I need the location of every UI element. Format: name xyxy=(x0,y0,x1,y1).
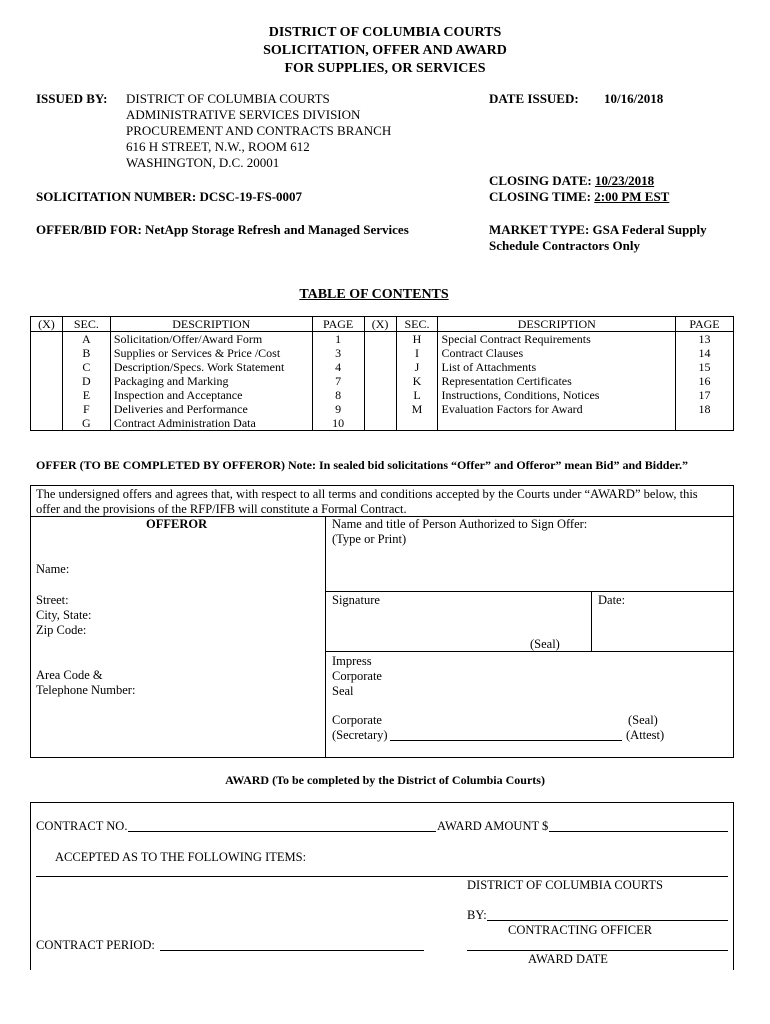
toc-header-desc1: DESCRIPTION xyxy=(110,317,312,332)
contract-no-label: CONTRACT NO. xyxy=(36,819,128,833)
issuer-line-1: DISTRICT OF COLUMBIA COURTS xyxy=(126,91,330,106)
toc-desc: Solicitation/Offer/Award Form xyxy=(110,332,312,347)
by-signature-field[interactable] xyxy=(487,920,728,921)
by-label: BY: xyxy=(467,908,487,922)
table-row xyxy=(31,374,734,388)
toc-desc: Supplies or Services & Price /Cost xyxy=(110,346,312,360)
toc-desc xyxy=(438,416,676,431)
offeror-area-code-label: Area Code & xyxy=(36,668,103,682)
toc-desc: Description/Specs. Work Statement xyxy=(110,360,312,374)
toc-page: 18 xyxy=(676,402,734,416)
authorized-signer-label: Name and title of Person Authorized to Sign Offer: xyxy=(332,517,588,531)
toc-sec: E xyxy=(62,388,110,402)
toc-desc: Contract Clauses xyxy=(438,346,676,360)
market-type-line-2: Schedule Contractors Only xyxy=(489,238,640,253)
toc-page: 1 xyxy=(312,332,364,347)
closing-date-value: 10/23/2018 xyxy=(594,173,655,188)
closing-date xyxy=(489,173,654,189)
toc-sec xyxy=(396,416,438,431)
offeror-name-label: Name: xyxy=(36,562,70,576)
toc-sec: G xyxy=(62,416,110,431)
table-row xyxy=(31,402,734,416)
document-title xyxy=(0,24,770,78)
date-field[interactable] xyxy=(592,608,733,650)
offer-note: OFFER (TO BE COMPLETED BY OFFEROR) Note: In sealed bid solicitations “Offer” and Offeror” mean Bid” and Bidder.” xyxy=(36,458,689,472)
toc-desc: Contract Administration Data xyxy=(110,416,312,431)
contract-no-field[interactable] xyxy=(128,831,436,832)
title-line-3: FOR SUPPLIES, OR SERVICES xyxy=(284,61,486,76)
award-date-label: AWARD DATE xyxy=(528,952,608,966)
corporate-seal-label: (Seal) xyxy=(628,713,658,727)
toc-desc: Deliveries and Performance xyxy=(110,402,312,416)
toc-check-cell[interactable] xyxy=(364,332,396,347)
toc-page xyxy=(676,416,734,431)
toc-check-cell[interactable] xyxy=(31,332,63,347)
accepted-items-label: ACCEPTED AS TO THE FOLLOWING ITEMS: xyxy=(55,850,307,864)
toc-check-cell[interactable] xyxy=(31,346,63,360)
signature-field[interactable] xyxy=(326,608,590,636)
toc-check-cell[interactable] xyxy=(364,402,396,416)
toc-page: 8 xyxy=(312,388,364,402)
toc-check-cell[interactable] xyxy=(364,346,396,360)
toc-header-sec2: SEC. xyxy=(396,317,438,332)
toc-page: 14 xyxy=(676,346,734,360)
issuer-line-5: WASHINGTON, D.C. 20001 xyxy=(126,155,280,170)
toc-page: 9 xyxy=(312,402,364,416)
impress-seal-label xyxy=(332,654,382,699)
toc-heading: TABLE OF CONTENTS xyxy=(299,287,449,302)
impress-line-2: Corporate xyxy=(332,669,382,683)
toc-page: 4 xyxy=(312,360,364,374)
toc-page: 16 xyxy=(676,374,734,388)
offeror-city-label: City, State: xyxy=(36,608,92,622)
toc-sec: D xyxy=(62,374,110,388)
offer-intro-line-1: The undersigned offers and agrees that, with respect to all terms and conditions accepted by the Courts under “AWARD” below, this xyxy=(36,487,698,501)
toc-check-cell[interactable] xyxy=(31,360,63,374)
issued-by-address xyxy=(126,91,391,171)
offeror-heading: OFFEROR xyxy=(146,517,208,531)
impress-line-1: Impress xyxy=(332,654,372,668)
award-amount-label: AWARD AMOUNT $ xyxy=(437,819,549,833)
toc-sec: M xyxy=(396,402,438,416)
toc-check-cell[interactable] xyxy=(31,388,63,402)
title-line-1: DISTRICT OF COLUMBIA COURTS xyxy=(268,25,502,40)
toc-page: 3 xyxy=(312,346,364,360)
toc-check-cell[interactable] xyxy=(364,388,396,402)
toc-header-sec1: SEC. xyxy=(62,317,110,332)
toc-desc: Packaging and Marking xyxy=(110,374,312,388)
toc-sec: A xyxy=(62,332,110,347)
table-row xyxy=(31,332,734,347)
toc-header-desc2: DESCRIPTION xyxy=(438,317,676,332)
offeror-zip-label: Zip Code: xyxy=(36,623,87,637)
market-type xyxy=(489,222,707,254)
toc-header-x1: (X) xyxy=(31,317,63,332)
corporate-label: Corporate xyxy=(332,713,382,727)
market-type-line-1: MARKET TYPE: GSA Federal Supply xyxy=(489,222,707,237)
toc-check-cell[interactable] xyxy=(31,374,63,388)
dc-courts-label: DISTRICT OF COLUMBIA COURTS xyxy=(467,878,663,892)
offer-for: OFFER/BID FOR: NetApp Storage Refresh and Managed Services xyxy=(36,222,409,237)
award-heading: AWARD (To be completed by the District of Columbia Courts) xyxy=(225,773,545,787)
authorized-signer-field[interactable] xyxy=(326,548,733,590)
toc-header-page1: PAGE xyxy=(312,317,364,332)
date-issued-value: 10/16/2018 xyxy=(604,91,664,106)
attest-label: (Attest) xyxy=(626,728,665,742)
toc-sec: B xyxy=(62,346,110,360)
issued-by-label: ISSUED BY: xyxy=(36,91,108,106)
toc-desc: Inspection and Acceptance xyxy=(110,388,312,402)
authorized-signer-hint: (Type or Print) xyxy=(332,532,407,546)
toc-header-row xyxy=(31,317,734,332)
toc-check-cell[interactable] xyxy=(364,374,396,388)
closing-date-label: CLOSING DATE: xyxy=(489,173,592,188)
contract-period-label: CONTRACT PERIOD: xyxy=(36,938,155,952)
title-line-2: SOLICITATION, OFFER AND AWARD xyxy=(263,43,507,58)
award-amount-field[interactable] xyxy=(549,831,728,832)
toc-page: 17 xyxy=(676,388,734,402)
toc-desc: List of Attachments xyxy=(438,360,676,374)
seal-label: (Seal) xyxy=(530,637,560,651)
toc-desc: Special Contract Requirements xyxy=(438,332,676,347)
closing-time-value: 2:00 PM EST xyxy=(594,189,670,204)
toc-sec: L xyxy=(396,388,438,402)
offeror-street-label: Street: xyxy=(36,593,69,607)
toc-sec: J xyxy=(396,360,438,374)
toc-page: 7 xyxy=(312,374,364,388)
toc-table xyxy=(30,316,734,431)
contracting-officer-label: CONTRACTING OFFICER xyxy=(508,923,653,937)
toc-page: 10 xyxy=(312,416,364,431)
secretary-label: (Secretary) xyxy=(332,728,388,742)
toc-desc: Representation Certificates xyxy=(438,374,676,388)
toc-header-page2: PAGE xyxy=(676,317,734,332)
toc-sec: I xyxy=(396,346,438,360)
table-row xyxy=(31,416,734,431)
table-row xyxy=(31,346,734,360)
closing-time-label: CLOSING TIME: xyxy=(489,189,591,204)
table-row xyxy=(31,388,734,402)
accepted-items-field[interactable] xyxy=(36,876,728,877)
solicitation-number: SOLICITATION NUMBER: DCSC-19-FS-0007 xyxy=(36,189,303,204)
toc-sec: C xyxy=(62,360,110,374)
issuer-line-2: ADMINISTRATIVE SERVICES DIVISION xyxy=(126,107,361,122)
issuer-line-4: 616 H STREET, N.W., ROOM 612 xyxy=(126,139,310,154)
secretary-signature-line[interactable] xyxy=(390,740,622,741)
date-issued-label: DATE ISSUED: xyxy=(489,91,579,106)
impress-line-3: Seal xyxy=(332,684,354,698)
toc-page: 13 xyxy=(676,332,734,347)
date-label: Date: xyxy=(598,593,626,607)
offeror-telephone-label: Telephone Number: xyxy=(36,683,136,697)
award-date-field[interactable] xyxy=(467,950,728,951)
toc-desc: Instructions, Conditions, Notices xyxy=(438,388,676,402)
toc-sec: H xyxy=(396,332,438,347)
contract-period-field[interactable] xyxy=(160,950,424,951)
toc-check-cell[interactable] xyxy=(31,402,63,416)
closing-time xyxy=(489,189,669,205)
issuer-line-3: PROCUREMENT AND CONTRACTS BRANCH xyxy=(126,123,392,138)
toc-check-cell[interactable] xyxy=(31,416,63,431)
toc-sec: F xyxy=(62,402,110,416)
toc-check-cell[interactable] xyxy=(364,360,396,374)
toc-sec: K xyxy=(396,374,438,388)
offer-h-divider-1 xyxy=(325,591,734,592)
offer-intro-line-2: offer and the provisions of the RFP/IFB will constitute a Formal Contract. xyxy=(36,502,407,516)
toc-desc: Evaluation Factors for Award xyxy=(438,402,676,416)
toc-header-x2: (X) xyxy=(364,317,396,332)
toc-page: 15 xyxy=(676,360,734,374)
toc-check-cell[interactable] xyxy=(364,416,396,431)
signature-label: Signature xyxy=(332,593,380,607)
table-row xyxy=(31,360,734,374)
